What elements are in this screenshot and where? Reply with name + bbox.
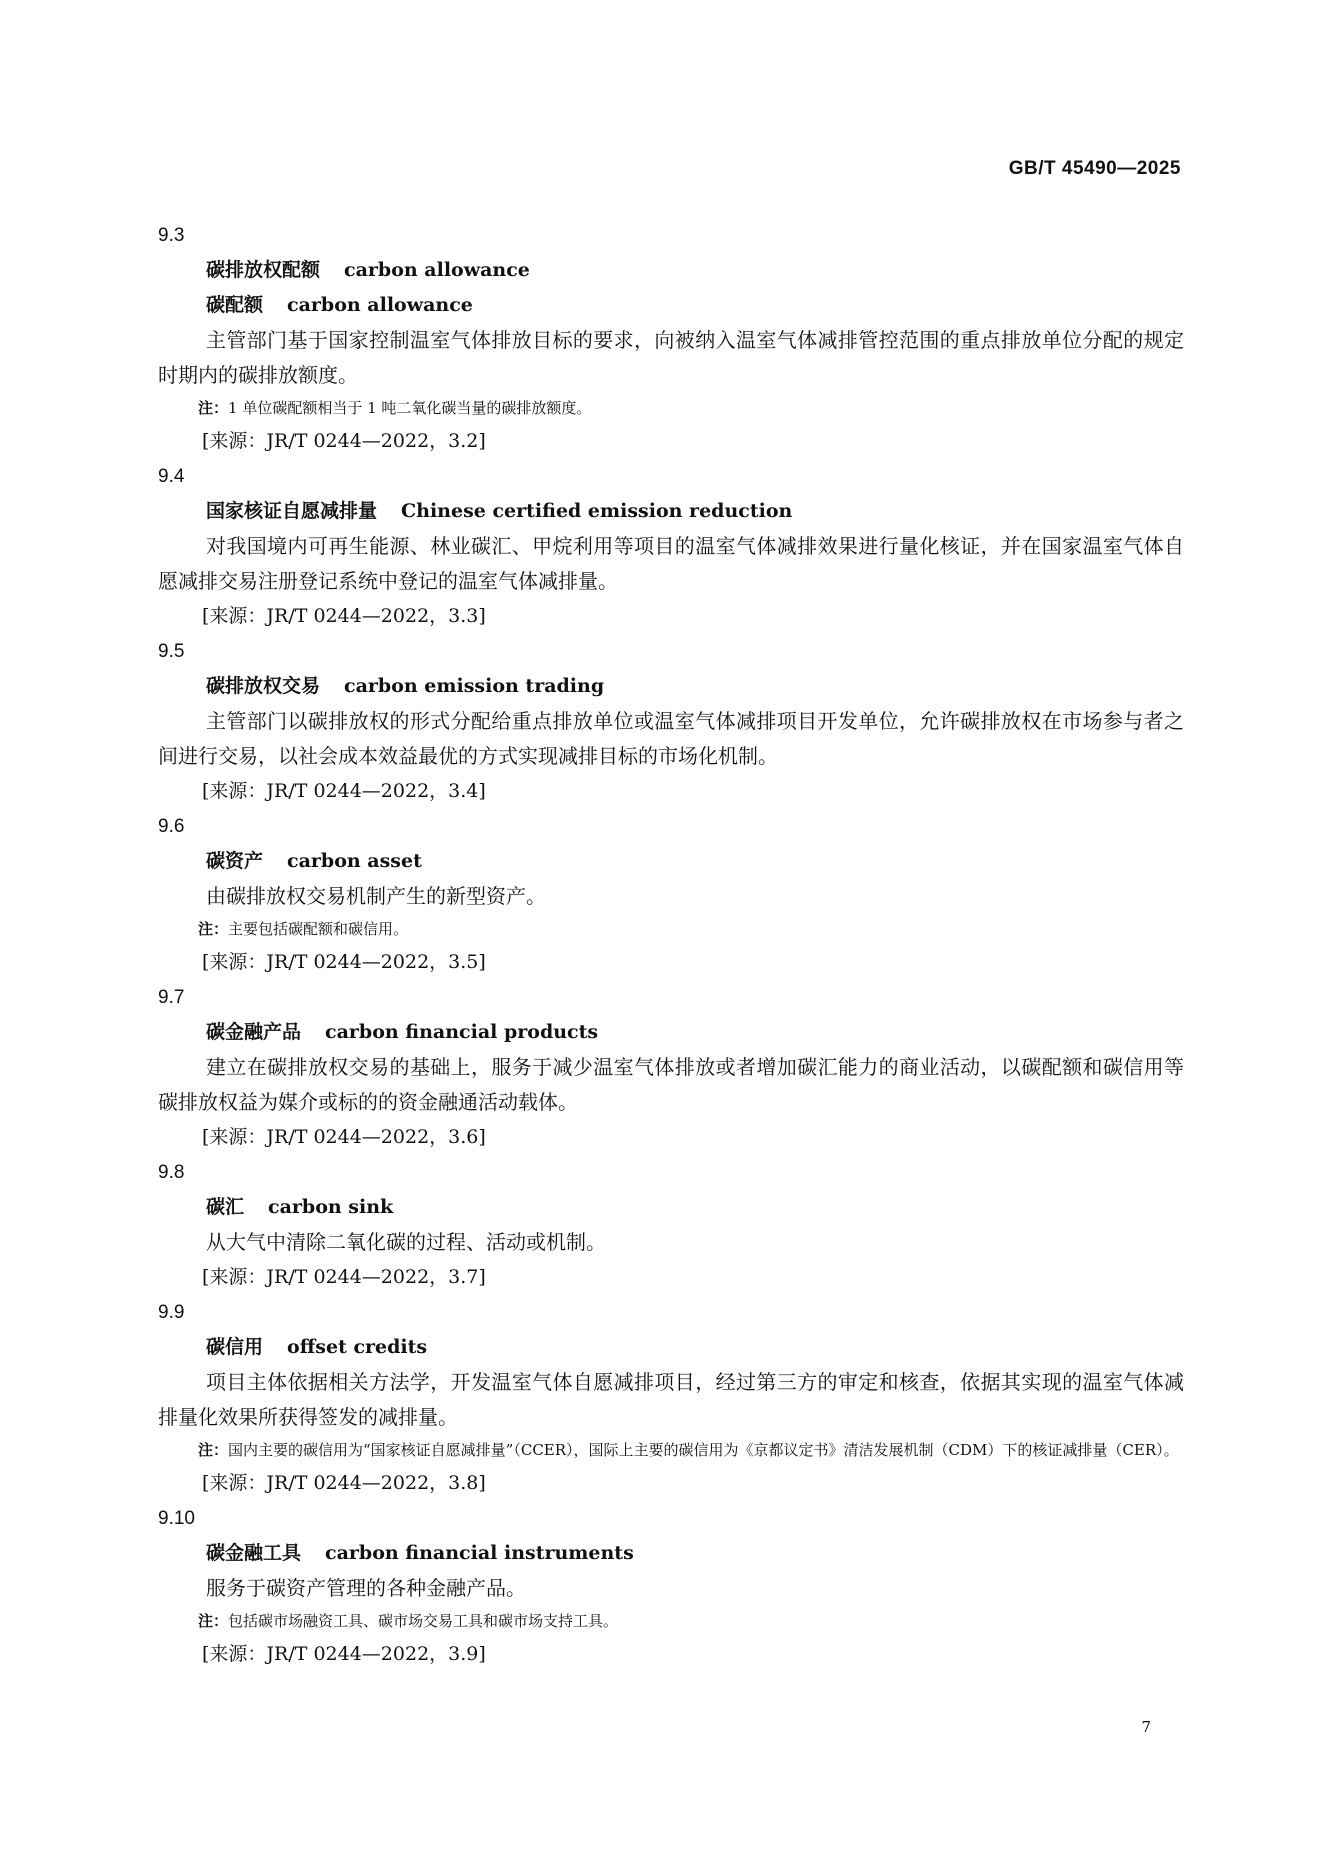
term-english: offset credits	[287, 1336, 428, 1358]
note-label: 注：	[198, 1441, 229, 1459]
term-english: carbon asset	[287, 850, 422, 872]
note-text: 主要包括碳配额和碳信用。	[228, 920, 409, 938]
definition: 建立在碳排放权交易的基础上，服务于减少温室气体排放或者增加碳汇能力的商业活动，以碳配额和碳信用等碳排放权益为媒介或标的的资金融通活动载体。	[158, 1055, 1184, 1114]
term-entry	[158, 459, 1184, 634]
term-chinese: 碳排放权交易	[206, 675, 321, 697]
definition: 主管部门基于国家控制温室气体排放目标的要求，向被纳入温室气体减排管控范围的重点排放单位分配的规定时期内的碳排放额度。	[158, 328, 1184, 387]
entry-number: 9.6	[158, 816, 185, 837]
definition: 从大气中清除二氧化碳的过程、活动或机制。	[206, 1230, 606, 1254]
note	[158, 1606, 1184, 1637]
source-reference: [来源：JR/T 0244—2022，3.9]	[202, 1643, 486, 1665]
term-chinese: 碳金融产品	[206, 1021, 302, 1043]
entry-number: 9.3	[158, 225, 185, 246]
source-reference: [来源：JR/T 0244—2022，3.7]	[202, 1266, 486, 1288]
terms-list	[158, 218, 1184, 1672]
term-entry	[158, 1295, 1184, 1501]
term-title	[158, 844, 1184, 879]
term-chinese: 碳排放权配额	[206, 259, 321, 281]
note-text: 1 单位碳配额相当于 1 吨二氧化碳当量的碳排放额度。	[228, 399, 592, 417]
term-entry	[158, 1155, 1184, 1295]
source-reference: [来源：JR/T 0244—2022，3.2]	[202, 430, 486, 452]
entry-number: 9.9	[158, 1302, 185, 1323]
source-reference: [来源：JR/T 0244—2022，3.4]	[202, 780, 486, 802]
term-title	[158, 669, 1184, 704]
note	[158, 1435, 1184, 1466]
standard-code: GB/T 45490—2025	[1008, 158, 1181, 179]
term-entry	[158, 1501, 1184, 1672]
entry-number: 9.10	[158, 1508, 195, 1529]
term-entry	[158, 218, 1184, 459]
note-label: 注：	[198, 1612, 229, 1630]
definition: 服务于碳资产管理的各种金融产品。	[206, 1576, 526, 1600]
term-chinese: 碳信用	[206, 1336, 264, 1358]
term-chinese: 碳汇	[206, 1196, 245, 1218]
definition: 项目主体依据相关方法学，开发温室气体自愿减排项目，经过第三方的审定和核查，依据其实现的温室气体减排量化效果所获得签发的减排量。	[158, 1370, 1184, 1429]
note	[158, 393, 1184, 424]
term-entry	[158, 634, 1184, 809]
term-chinese: 国家核证自愿减排量	[206, 500, 378, 522]
definition: 由碳排放权交易机制产生的新型资产。	[206, 884, 546, 908]
term-title	[158, 1015, 1184, 1050]
definition: 对我国境内可再生能源、林业碳汇、甲烷利用等项目的温室气体减排效果进行量化核证，并在国家温室气体自愿减排交易注册登记系统中登记的温室气体减排量。	[158, 534, 1184, 593]
term-synonym-title	[158, 288, 1184, 323]
term-title	[158, 494, 1184, 529]
entry-number: 9.7	[158, 987, 185, 1008]
term-english: carbon financial products	[325, 1021, 599, 1043]
term-entry	[158, 809, 1184, 980]
term-chinese: 碳资产	[206, 850, 264, 872]
term-english: carbon emission trading	[344, 675, 605, 697]
term-title	[158, 1330, 1184, 1365]
term-english: carbon financial instruments	[325, 1542, 634, 1564]
note-label: 注：	[198, 920, 229, 938]
note-label: 注：	[198, 399, 229, 417]
term-english: carbon sink	[268, 1196, 394, 1218]
entry-number: 9.8	[158, 1162, 185, 1183]
term-english: carbon allowance	[287, 294, 473, 316]
term-title	[158, 253, 1184, 288]
note-text: 国内主要的碳信用为“国家核证自愿减排量”（CCER），国际上主要的碳信用为《京都议定书》清洁发展机制（CDM）下的核证减排量（CER）。	[228, 1441, 1179, 1459]
term-english: carbon allowance	[344, 259, 530, 281]
note	[158, 914, 1184, 945]
entry-number: 9.5	[158, 641, 185, 662]
term-title	[158, 1536, 1184, 1571]
source-reference: [来源：JR/T 0244—2022，3.5]	[202, 951, 486, 973]
term-entry	[158, 980, 1184, 1155]
term-chinese: 碳配额	[206, 294, 264, 316]
term-chinese: 碳金融工具	[206, 1542, 302, 1564]
note-text: 包括碳市场融资工具、碳市场交易工具和碳市场支持工具。	[228, 1612, 619, 1630]
source-reference: [来源：JR/T 0244—2022，3.6]	[202, 1126, 486, 1148]
source-reference: [来源：JR/T 0244—2022，3.8]	[202, 1472, 486, 1494]
page-number: 7	[1141, 1718, 1151, 1736]
term-title	[158, 1190, 1184, 1225]
definition: 主管部门以碳排放权的形式分配给重点排放单位或温室气体减排项目开发单位，允许碳排放权在市场参与者之间进行交易，以社会成本效益最优的方式实现减排目标的市场化机制。	[158, 709, 1184, 768]
term-english: Chinese certified emission reduction	[401, 500, 793, 522]
source-reference: [来源：JR/T 0244—2022，3.3]	[202, 605, 486, 627]
entry-number: 9.4	[158, 466, 185, 487]
